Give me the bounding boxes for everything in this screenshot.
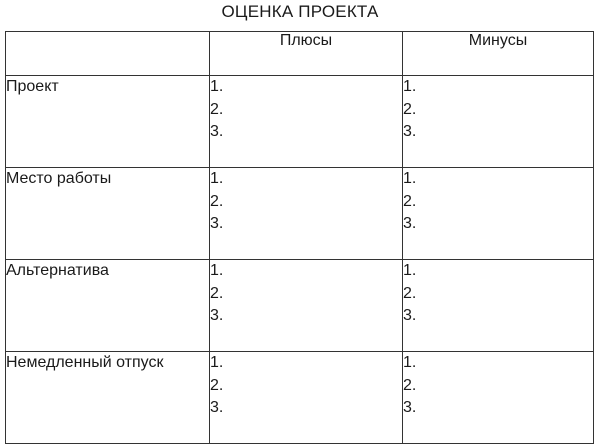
pros-list [210,352,402,420]
list-item: 1. [210,170,224,187]
pros-column-header: Плюсы [210,32,403,76]
cons-list [403,76,593,144]
list-item: 1. [210,78,224,95]
cons-cell [403,352,594,444]
cons-cell [403,260,594,352]
list-item: 3. [210,399,224,416]
cons-list [403,352,593,420]
corner-header-cell [6,32,210,76]
list-item: 2. [210,192,224,210]
table-row [6,352,594,444]
list-item: 1. [403,170,417,187]
row-label: Альтернатива [6,260,210,352]
row-label: Место работы [6,168,210,260]
list-item: 1. [403,78,417,95]
cons-cell [403,76,594,168]
list-item: 3. [403,307,417,324]
list-item: 3. [403,399,417,416]
pros-list [210,260,402,328]
list-item: 3. [403,123,417,140]
row-label: Проект [6,76,210,168]
list-item: 1. [210,262,224,279]
pros-list [210,76,402,144]
table-row [6,76,594,168]
row-label: Немедленный отпуск [6,352,210,444]
cons-column-header: Минусы [403,32,594,76]
list-item: 2. [403,192,417,210]
evaluation-table [5,31,594,444]
list-item: 2. [210,100,224,118]
list-item: 3. [210,215,224,232]
pros-cell [210,168,403,260]
list-item: 2. [403,376,417,394]
list-item: 1. [403,262,417,279]
pros-list [210,168,402,236]
list-item: 3. [403,215,417,232]
list-item: 2. [210,284,224,302]
list-item: 2. [403,284,417,302]
list-item: 2. [210,376,224,394]
list-item: 3. [210,123,224,140]
list-item: 1. [403,354,417,371]
list-item: 3. [210,307,224,324]
page-title: ОЦЕНКА ПРОЕКТА [221,2,379,21]
cons-cell [403,168,594,260]
cons-list [403,168,593,236]
list-item: 2. [403,100,417,118]
table-row [6,260,594,352]
cons-list [403,260,593,328]
table-header-row [6,32,594,76]
pros-cell [210,260,403,352]
pros-cell [210,352,403,444]
table-row [6,168,594,260]
pros-cell [210,76,403,168]
list-item: 1. [210,354,224,371]
